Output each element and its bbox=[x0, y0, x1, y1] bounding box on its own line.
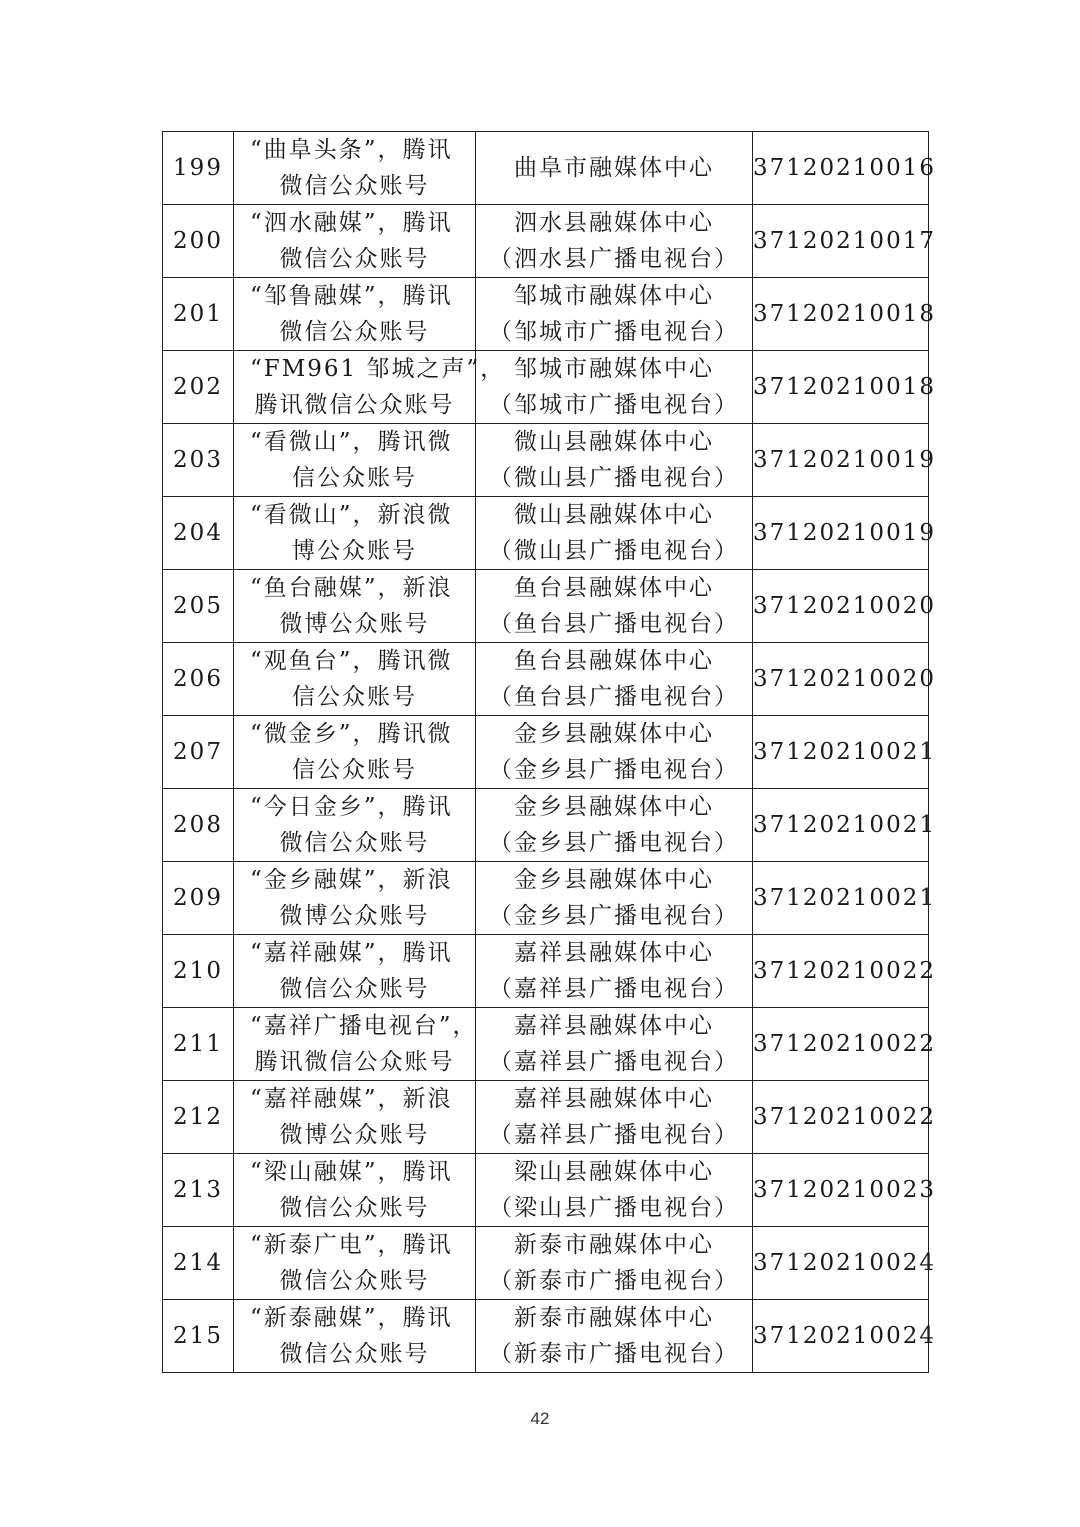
account-name-line1: “新泰广电”，腾讯 bbox=[250, 1232, 453, 1258]
row-number: 214 bbox=[173, 1250, 223, 1276]
organization-line2: （嘉祥县广播电视台） bbox=[489, 1049, 739, 1075]
account-name-line2: 微信公众账号 bbox=[279, 830, 430, 856]
account-name-line2: 信公众账号 bbox=[292, 757, 417, 783]
account-name-cell bbox=[234, 1227, 476, 1300]
account-name-cell bbox=[234, 570, 476, 643]
account-name-line1: “嘉祥融媒”，新浪 bbox=[250, 1086, 453, 1112]
organization-cell bbox=[476, 205, 753, 278]
account-name-line1: “泗水融媒”，腾讯 bbox=[250, 210, 453, 236]
license-code-cell bbox=[753, 1227, 936, 1300]
table-row bbox=[163, 789, 929, 862]
account-name-cell bbox=[234, 424, 476, 497]
organization-cell bbox=[476, 935, 753, 1008]
license-code-cell bbox=[753, 351, 936, 424]
organization-cell bbox=[476, 862, 753, 935]
row-number-cell bbox=[163, 132, 234, 205]
license-code-cell bbox=[753, 789, 936, 862]
account-name-line1: “观鱼台”，腾讯微 bbox=[250, 648, 453, 674]
account-name-line2: 微博公众账号 bbox=[279, 611, 430, 637]
license-code: 37120210019 bbox=[753, 447, 936, 473]
table-row bbox=[163, 1227, 929, 1300]
account-name-line2: 腾讯微信公众账号 bbox=[254, 392, 455, 418]
license-code: 37120210018 bbox=[753, 374, 936, 400]
organization-cell bbox=[476, 1300, 753, 1373]
account-name-line1: “梁山融媒”，腾讯 bbox=[250, 1159, 453, 1185]
account-name-cell bbox=[234, 1008, 476, 1081]
account-name-cell bbox=[234, 205, 476, 278]
account-name-line2: 微信公众账号 bbox=[279, 319, 430, 345]
account-name-line1: “微金乡”，腾讯微 bbox=[250, 721, 453, 747]
license-code-cell bbox=[753, 716, 936, 789]
table-row bbox=[163, 1154, 929, 1227]
account-name-line1: “金乡融媒”，新浪 bbox=[250, 867, 453, 893]
organization-line2: （鱼台县广播电视台） bbox=[489, 684, 739, 710]
row-number: 203 bbox=[173, 447, 223, 473]
license-code: 37120210022 bbox=[753, 958, 936, 984]
row-number: 204 bbox=[173, 520, 223, 546]
row-number: 206 bbox=[173, 666, 223, 692]
organization-line1: 鱼台县融媒体中心 bbox=[514, 648, 714, 674]
row-number: 215 bbox=[173, 1323, 223, 1349]
account-name-line1: “曲阜头条”，腾讯 bbox=[250, 137, 453, 163]
license-code-cell bbox=[753, 205, 936, 278]
table-row bbox=[163, 132, 929, 205]
license-code-cell bbox=[753, 935, 936, 1008]
license-code: 37120210021 bbox=[753, 812, 936, 838]
organization-line1: 梁山县融媒体中心 bbox=[514, 1159, 714, 1185]
organization-line2: （新泰市广播电视台） bbox=[489, 1341, 739, 1367]
account-name-line1: “今日金乡”，腾讯 bbox=[250, 794, 453, 820]
row-number: 199 bbox=[173, 155, 223, 181]
organization-line1: 新泰市融媒体中心 bbox=[514, 1232, 714, 1258]
row-number-cell bbox=[163, 205, 234, 278]
license-code: 37120210020 bbox=[753, 666, 936, 692]
license-code-cell bbox=[753, 424, 936, 497]
organization-cell bbox=[476, 497, 753, 570]
organization-cell bbox=[476, 570, 753, 643]
license-code: 37120210021 bbox=[753, 739, 936, 765]
row-number-cell bbox=[163, 643, 234, 716]
organization-line1: 曲阜市融媒体中心 bbox=[514, 155, 714, 181]
row-number-cell bbox=[163, 1008, 234, 1081]
account-name-cell bbox=[234, 789, 476, 862]
account-name-cell bbox=[234, 862, 476, 935]
organization-line1: 嘉祥县融媒体中心 bbox=[514, 1013, 714, 1039]
table-row bbox=[163, 424, 929, 497]
organization-line1: 邹城市融媒体中心 bbox=[514, 283, 714, 309]
table-row bbox=[163, 716, 929, 789]
row-number: 200 bbox=[173, 228, 223, 254]
organization-line2: （邹城市广播电视台） bbox=[489, 319, 739, 345]
organization-line1: 微山县融媒体中心 bbox=[514, 502, 714, 528]
license-code-cell bbox=[753, 862, 936, 935]
row-number: 209 bbox=[173, 885, 223, 911]
license-code: 37120210017 bbox=[753, 228, 936, 254]
organization-line1: 微山县融媒体中心 bbox=[514, 429, 714, 455]
organization-line1: 邹城市融媒体中心 bbox=[514, 356, 714, 382]
row-number-cell bbox=[163, 278, 234, 351]
row-number-cell bbox=[163, 497, 234, 570]
license-code-cell bbox=[753, 278, 936, 351]
organization-line2: （微山县广播电视台） bbox=[489, 538, 739, 564]
organization-line2: （金乡县广播电视台） bbox=[489, 757, 739, 783]
account-name-cell bbox=[234, 351, 506, 424]
license-code: 37120210022 bbox=[753, 1104, 936, 1130]
organization-cell bbox=[476, 132, 753, 205]
organization-line2: （泗水县广播电视台） bbox=[489, 246, 739, 272]
organization-line1: 金乡县融媒体中心 bbox=[514, 721, 714, 747]
row-number-cell bbox=[163, 1081, 234, 1154]
organization-line2: （梁山县广播电视台） bbox=[489, 1195, 739, 1221]
account-name-line2: 微博公众账号 bbox=[279, 1122, 430, 1148]
table-row bbox=[163, 278, 929, 351]
account-name-line2: 微信公众账号 bbox=[279, 246, 430, 272]
row-number-cell bbox=[163, 789, 234, 862]
registry-table bbox=[162, 131, 936, 1373]
license-code: 37120210020 bbox=[753, 593, 936, 619]
organization-cell bbox=[476, 1081, 753, 1154]
license-code: 37120210021 bbox=[753, 885, 936, 911]
organization-line2: （微山县广播电视台） bbox=[489, 465, 739, 491]
account-name-cell bbox=[234, 716, 476, 789]
organization-line2: （金乡县广播电视台） bbox=[489, 830, 739, 856]
table-row bbox=[163, 1008, 929, 1081]
account-name-line1: “嘉祥广播电视台”， bbox=[250, 1013, 478, 1039]
table-row bbox=[163, 1081, 929, 1154]
organization-cell bbox=[476, 1008, 753, 1081]
account-name-line2: 微信公众账号 bbox=[279, 1195, 430, 1221]
table-row bbox=[163, 570, 929, 643]
organization-line1: 嘉祥县融媒体中心 bbox=[514, 940, 714, 966]
account-name-line2: 微信公众账号 bbox=[279, 1341, 430, 1367]
license-code-cell bbox=[753, 132, 936, 205]
row-number: 212 bbox=[173, 1104, 223, 1130]
organization-line1: 泗水县融媒体中心 bbox=[514, 210, 714, 236]
account-name-line2: 微博公众账号 bbox=[279, 903, 430, 929]
license-code: 37120210024 bbox=[753, 1323, 936, 1349]
account-name-line2: 博公众账号 bbox=[292, 538, 417, 564]
organization-cell bbox=[476, 424, 753, 497]
license-code-cell bbox=[753, 1008, 936, 1081]
organization-line1: 鱼台县融媒体中心 bbox=[514, 575, 714, 601]
account-name-line2: 微信公众账号 bbox=[279, 173, 430, 199]
account-name-line1: “嘉祥融媒”，腾讯 bbox=[250, 940, 453, 966]
license-code-cell bbox=[753, 570, 936, 643]
account-name-line1: “邹鲁融媒”，腾讯 bbox=[250, 283, 453, 309]
row-number-cell bbox=[163, 935, 234, 1008]
organization-line1: 新泰市融媒体中心 bbox=[514, 1305, 714, 1331]
table-row bbox=[163, 1300, 929, 1373]
row-number: 213 bbox=[173, 1177, 223, 1203]
row-number: 202 bbox=[173, 374, 223, 400]
organization-cell bbox=[476, 716, 753, 789]
organization-line2: （邹城市广播电视台） bbox=[489, 392, 739, 418]
table-row bbox=[163, 935, 929, 1008]
account-name-line2: 微信公众账号 bbox=[279, 976, 430, 1002]
table-row bbox=[163, 351, 929, 424]
license-code: 37120210016 bbox=[753, 155, 936, 181]
account-name-line1: “鱼台融媒”，新浪 bbox=[250, 575, 453, 601]
license-code: 37120210022 bbox=[753, 1031, 936, 1057]
table-body bbox=[163, 132, 936, 1373]
row-number-cell bbox=[163, 862, 234, 935]
row-number-cell bbox=[163, 424, 234, 497]
organization-line1: 金乡县融媒体中心 bbox=[514, 867, 714, 893]
account-name-line2: 信公众账号 bbox=[292, 684, 417, 710]
organization-line2: （鱼台县广播电视台） bbox=[489, 611, 739, 637]
license-code-cell bbox=[753, 643, 936, 716]
account-name-cell bbox=[234, 497, 476, 570]
account-name-cell bbox=[234, 1081, 476, 1154]
row-number: 205 bbox=[173, 593, 223, 619]
table-row bbox=[163, 497, 929, 570]
organization-line2: （嘉祥县广播电视台） bbox=[489, 976, 739, 1002]
account-name-cell bbox=[234, 278, 476, 351]
license-code: 37120210018 bbox=[753, 301, 936, 327]
license-code: 37120210023 bbox=[753, 1177, 936, 1203]
table-row bbox=[163, 205, 929, 278]
row-number-cell bbox=[163, 1227, 234, 1300]
organization-cell bbox=[476, 1227, 753, 1300]
account-name-line2: 腾讯微信公众账号 bbox=[254, 1049, 455, 1075]
row-number-cell bbox=[163, 570, 234, 643]
organization-cell bbox=[476, 1154, 753, 1227]
table-row bbox=[163, 862, 929, 935]
account-name-cell bbox=[234, 643, 476, 716]
license-code-cell bbox=[753, 1081, 936, 1154]
row-number: 210 bbox=[173, 958, 223, 984]
organization-line1: 金乡县融媒体中心 bbox=[514, 794, 714, 820]
license-code-cell bbox=[753, 497, 936, 570]
organization-cell bbox=[476, 351, 753, 424]
row-number: 201 bbox=[173, 301, 223, 327]
row-number: 207 bbox=[173, 739, 223, 765]
account-name-line1: “新泰融媒”，腾讯 bbox=[250, 1305, 453, 1331]
account-name-cell bbox=[234, 132, 476, 205]
account-name-line1: “FM961 邹城之声”， bbox=[250, 356, 506, 382]
account-name-cell bbox=[234, 1154, 476, 1227]
organization-line2: （嘉祥县广播电视台） bbox=[489, 1122, 739, 1148]
row-number: 211 bbox=[173, 1031, 223, 1057]
row-number-cell bbox=[163, 1300, 234, 1373]
page-number: 42 bbox=[530, 1409, 550, 1428]
row-number-cell bbox=[163, 351, 234, 424]
account-name-line2: 微信公众账号 bbox=[279, 1268, 430, 1294]
license-code: 37120210024 bbox=[753, 1250, 936, 1276]
license-code: 37120210019 bbox=[753, 520, 936, 546]
organization-line1: 嘉祥县融媒体中心 bbox=[514, 1086, 714, 1112]
organization-line2: （金乡县广播电视台） bbox=[489, 903, 739, 929]
row-number-cell bbox=[163, 1154, 234, 1227]
row-number: 208 bbox=[173, 812, 223, 838]
organization-cell bbox=[476, 789, 753, 862]
organization-line2: （新泰市广播电视台） bbox=[489, 1268, 739, 1294]
account-name-cell bbox=[234, 935, 476, 1008]
account-name-cell bbox=[234, 1300, 476, 1373]
account-name-line1: “看微山”，腾讯微 bbox=[250, 429, 453, 455]
license-code-cell bbox=[753, 1300, 936, 1373]
account-name-line1: “看微山”，新浪微 bbox=[250, 502, 453, 528]
table-row bbox=[163, 643, 929, 716]
row-number-cell bbox=[163, 716, 234, 789]
organization-cell bbox=[476, 278, 753, 351]
license-code-cell bbox=[753, 1154, 936, 1227]
organization-cell bbox=[476, 643, 753, 716]
account-name-line2: 信公众账号 bbox=[292, 465, 417, 491]
